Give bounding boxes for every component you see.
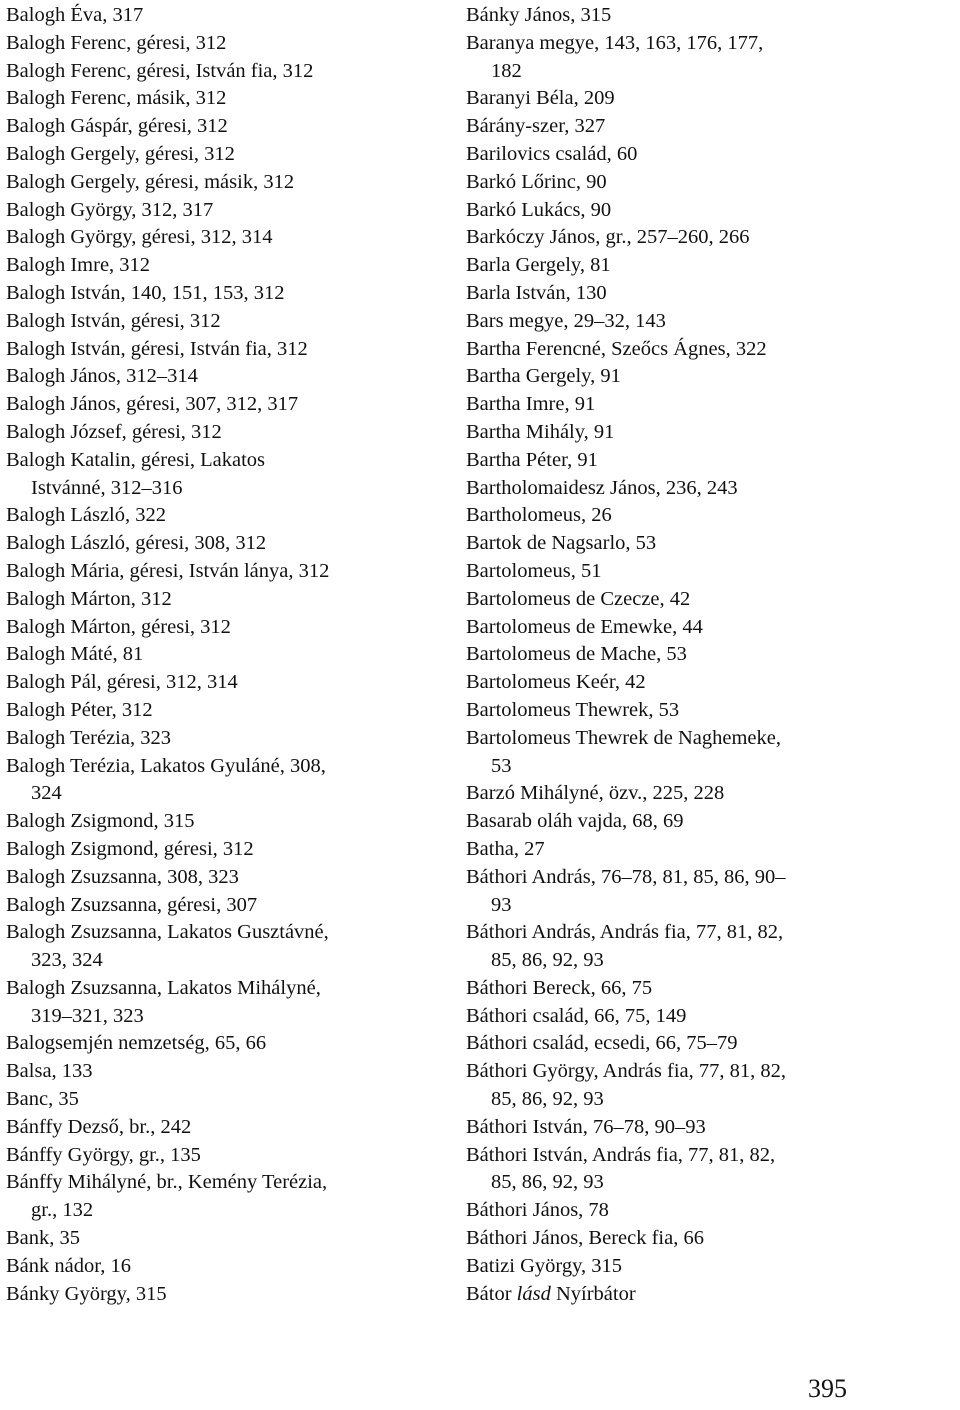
index-entry-text: Balogh Gergely, géresi, másik, 312 [6, 170, 295, 193]
index-entry [6, 1114, 446, 1142]
index-entry-text: Balogh Márton, 312 [6, 587, 172, 610]
index-entry [6, 1169, 446, 1225]
index-entry-text: Báthori család, 66, 75, 149 [466, 1004, 687, 1027]
index-entry [6, 864, 446, 892]
index-entry [466, 308, 946, 336]
index-entry-text: Bartha Gergely, 91 [466, 365, 621, 388]
index-entry [6, 1030, 446, 1058]
index-entry-continuation: 182 [491, 59, 522, 82]
index-entry-text: Balogh László, 322 [6, 504, 166, 527]
index-entry-text: Balogh Katalin, géresi, Lakatos [6, 448, 266, 471]
index-entry-text: Balogh Zsigmond, géresi, 312 [6, 837, 254, 860]
index-entry [6, 614, 446, 642]
index-entry-text: Bartha Ferencné, Szeőcs Ágnes, 322 [466, 337, 767, 360]
index-entry-text: Baranyi Béla, 209 [466, 87, 615, 110]
index-entry-text: Balogh Éva, 317 [6, 4, 144, 26]
index-entry [466, 669, 946, 697]
index-entry-text: Bárány-szer, 327 [466, 115, 606, 138]
index-entry [6, 252, 446, 280]
index-entry-text: Balogh Ferenc, másik, 312 [6, 87, 227, 110]
index-entry-text: Bartholomeus, 26 [466, 504, 612, 527]
index-entry [466, 252, 946, 280]
index-entry [466, 975, 946, 1003]
index-entry-text: Baranya megye, 143, 163, 176, 177, [466, 31, 764, 54]
index-entry-text: Balogh Zsuzsanna, Lakatos Gusztávné, [6, 921, 329, 944]
index-entry-text: Barla István, 130 [466, 281, 607, 304]
index-entry-text: Báthori András, 76–78, 81, 85, 86, 90– [466, 865, 786, 888]
index-entry-text: Báthori János, Bereck fia, 66 [466, 1227, 704, 1250]
index-entry-text: Barzó Mihályné, özv., 225, 228 [466, 782, 725, 805]
index-entry-text: Balogh Zsuzsanna, 308, 323 [6, 865, 239, 888]
index-entry-continuation: 85, 86, 92, 93 [491, 949, 604, 972]
index-entry [466, 1114, 946, 1142]
index-entry-text: Bartolomeus de Czecze, 42 [466, 587, 691, 610]
index-entry-cross-reference [466, 1281, 946, 1309]
index-entry-text: Balogh István, 140, 151, 153, 312 [6, 281, 285, 304]
index-entry-continuation: 323, 324 [31, 949, 103, 972]
index-entry [6, 224, 446, 252]
index-entry [6, 530, 446, 558]
index-entry [6, 363, 446, 391]
index-entry-text: Bánffy Mihályné, br., Kemény Terézia, [6, 1171, 328, 1194]
index-entry-continuation: gr., 132 [31, 1199, 94, 1222]
index-entry-continuation: 53 [491, 754, 512, 777]
index-entry-text: Bartha Péter, 91 [466, 448, 598, 471]
index-entry [466, 391, 946, 419]
index-entry [466, 280, 946, 308]
index-entry [6, 558, 446, 586]
index-entry-text: Balogh István, géresi, István fia, 312 [6, 337, 308, 360]
index-entry-text: Báthori család, ecsedi, 66, 75–79 [466, 1032, 738, 1055]
index-entry-text: Barilovics család, 60 [466, 142, 638, 165]
index-entry-text: Barla Gergely, 81 [466, 254, 611, 277]
index-entry [6, 1058, 446, 1086]
index-entry-continuation: 324 [31, 782, 62, 805]
index-entry [6, 919, 446, 975]
index-entry-text: Báthori István, 76–78, 90–93 [466, 1115, 706, 1138]
reference-target: Nyírbátor [550, 1282, 636, 1305]
index-entry [6, 892, 446, 920]
index-entry [6, 697, 446, 725]
index-entry-text: Bátor [466, 1282, 517, 1305]
index-entry [6, 586, 446, 614]
index-entry [6, 753, 446, 809]
index-entry [6, 502, 446, 530]
index-entry [6, 113, 446, 141]
index-entry-text: Bartolomeus de Mache, 53 [466, 643, 687, 666]
index-entry [6, 725, 446, 753]
index-entry-text: Bartolomeus Thewrek de Naghemeke, [466, 726, 781, 749]
index-entry [466, 919, 946, 975]
index-entry [466, 1030, 946, 1058]
index-entry [466, 113, 946, 141]
index-entry [466, 780, 946, 808]
index-entry [466, 502, 946, 530]
index-entry-text: Balogh György, géresi, 312, 314 [6, 226, 273, 249]
index-entry [6, 1142, 446, 1170]
index-entry-text: Balogh János, 312–314 [6, 365, 198, 388]
index-entry-text: Báthori György, András fia, 77, 81, 82, [466, 1060, 786, 1083]
index-entry-text: Bartolomeus Thewrek, 53 [466, 698, 680, 721]
index-entry-text: Balogh Terézia, 323 [6, 726, 171, 749]
index-entry-text: Bartok de Nagsarlo, 53 [466, 532, 657, 555]
index-entry [466, 725, 946, 781]
index-entry [466, 1142, 946, 1198]
index-entry-text: Batha, 27 [466, 837, 545, 860]
index-entry [6, 197, 446, 225]
index-entry [466, 864, 946, 920]
index-entry-text: Bartha Imre, 91 [466, 393, 596, 416]
index-entry [466, 224, 946, 252]
index-entry [466, 1058, 946, 1114]
index-entry [466, 836, 946, 864]
index-entry [6, 975, 446, 1031]
index-entry [6, 669, 446, 697]
index-entry-text: Batizi György, 315 [466, 1254, 623, 1277]
index-entry-continuation: 93 [491, 893, 512, 916]
index-entry [6, 808, 446, 836]
index-entry-text: Balogh Terézia, Lakatos Gyuláné, 308, [6, 754, 326, 777]
index-entry [6, 2, 446, 30]
index-entry-text: Báthori András, András fia, 77, 81, 82, [466, 921, 784, 944]
index-entry [6, 85, 446, 113]
index-entry [466, 336, 946, 364]
index-entry [466, 1003, 946, 1031]
index-entry-text: Bánffy Dezső, br., 242 [6, 1115, 192, 1138]
index-entry [6, 336, 446, 364]
index-entry [6, 1253, 446, 1281]
index-entry [6, 1281, 446, 1309]
index-entry-text: Balogh Márton, géresi, 312 [6, 615, 231, 638]
index-column-left [6, 2, 446, 1308]
index-entry-continuation: Istvánné, 312–316 [31, 476, 183, 499]
index-entry [466, 197, 946, 225]
index-entry-text: Bars megye, 29–32, 143 [466, 309, 666, 332]
index-entry [466, 419, 946, 447]
see-reference: lásd [516, 1282, 551, 1305]
index-entry-text: Balogh Gáspár, géresi, 312 [6, 115, 228, 138]
index-entry [6, 169, 446, 197]
index-entry-text: Balogh János, géresi, 307, 312, 317 [6, 393, 299, 416]
index-entry-text: Balogh László, géresi, 308, 312 [6, 532, 267, 555]
index-entry-text: Balsa, 133 [6, 1060, 93, 1083]
index-entry [466, 808, 946, 836]
index-entry [466, 30, 946, 86]
index-entry [6, 1086, 446, 1114]
index-entry [6, 280, 446, 308]
index-entry [466, 169, 946, 197]
index-entry-text: Balogh Gergely, géresi, 312 [6, 142, 235, 165]
index-entry-text: Balogh Péter, 312 [6, 698, 153, 721]
index-entry-text: Balogsemjén nemzetség, 65, 66 [6, 1032, 267, 1055]
index-entry [466, 558, 946, 586]
index-column-right [466, 2, 946, 1308]
index-entry [466, 697, 946, 725]
index-entry-text: Banc, 35 [6, 1088, 79, 1111]
index-entry [466, 475, 946, 503]
index-entry-continuation: 85, 86, 92, 93 [491, 1171, 604, 1194]
index-entry [6, 1225, 446, 1253]
index-entry-text: Balogh Ferenc, géresi, István fia, 312 [6, 59, 314, 82]
index-entry [466, 1225, 946, 1253]
index-entry-text: Bank, 35 [6, 1227, 81, 1250]
index-entry-text: Balogh Zsuzsanna, géresi, 307 [6, 893, 258, 916]
index-entry-text: Barkó Lőrinc, 90 [466, 170, 607, 193]
index-entry-text: Bartholomaidesz János, 236, 243 [466, 476, 738, 499]
index-entry-continuation: 319–321, 323 [31, 1004, 144, 1027]
index-entry [466, 586, 946, 614]
index-entry [6, 308, 446, 336]
page-number: 395 [808, 1374, 847, 1403]
index-entry [466, 1197, 946, 1225]
index-entry-text: Báthori István, András fia, 77, 81, 82, [466, 1143, 776, 1166]
index-entry-text: Balogh Ferenc, géresi, 312 [6, 31, 227, 54]
index-entry-text: Bánffy György, gr., 135 [6, 1143, 201, 1166]
index-entry-text: Balogh Mária, géresi, István lánya, 312 [6, 559, 330, 582]
index-entry [6, 141, 446, 169]
index-entry-text: Bartha Mihály, 91 [466, 420, 615, 443]
index-entry [6, 836, 446, 864]
index-entry [6, 391, 446, 419]
index-entry [466, 530, 946, 558]
index-entry-text: Balogh István, géresi, 312 [6, 309, 221, 332]
index-entry [6, 641, 446, 669]
index-entry [466, 141, 946, 169]
index-entry-text: Bánk nádor, 16 [6, 1254, 132, 1277]
index-entry-text: Báthori János, 78 [466, 1199, 609, 1222]
index-entry-text: Balogh Máté, 81 [6, 643, 144, 666]
index-entry [6, 30, 446, 58]
index-entry-text: Bartolomeus Keér, 42 [466, 671, 646, 694]
index-entry-text: Basarab oláh vajda, 68, 69 [466, 810, 684, 833]
index-entry [6, 447, 446, 503]
index-entry-text: Bartolomeus, 51 [466, 559, 602, 582]
index-entry [6, 58, 446, 86]
index-entry [6, 419, 446, 447]
index-entry [466, 85, 946, 113]
index-entry [466, 447, 946, 475]
index-entry-text: Bartolomeus de Emewke, 44 [466, 615, 703, 638]
index-entry-text: Báthori Bereck, 66, 75 [466, 976, 653, 999]
index-entry-text: Bánky György, 315 [6, 1282, 167, 1305]
index-entry [466, 641, 946, 669]
index-entry [466, 363, 946, 391]
index-entry-text: Bánky János, 315 [466, 4, 612, 26]
index-entry-text: Barkóczy János, gr., 257–260, 266 [466, 226, 750, 249]
index-entry-text: Balogh Zsuzsanna, Lakatos Mihályné, [6, 976, 321, 999]
index-entry-text: Balogh György, 312, 317 [6, 198, 214, 221]
index-entry-text: Barkó Lukács, 90 [466, 198, 612, 221]
index-entry-text: Balogh Zsigmond, 315 [6, 810, 195, 833]
index-entry-text: Balogh József, géresi, 312 [6, 420, 222, 443]
index-entry-text: Balogh Pál, géresi, 312, 314 [6, 671, 238, 694]
index-entry-text: Balogh Imre, 312 [6, 254, 151, 277]
index-entry-continuation: 85, 86, 92, 93 [491, 1088, 604, 1111]
index-entry [466, 614, 946, 642]
index-entry [466, 2, 946, 30]
index-entry [466, 1253, 946, 1281]
